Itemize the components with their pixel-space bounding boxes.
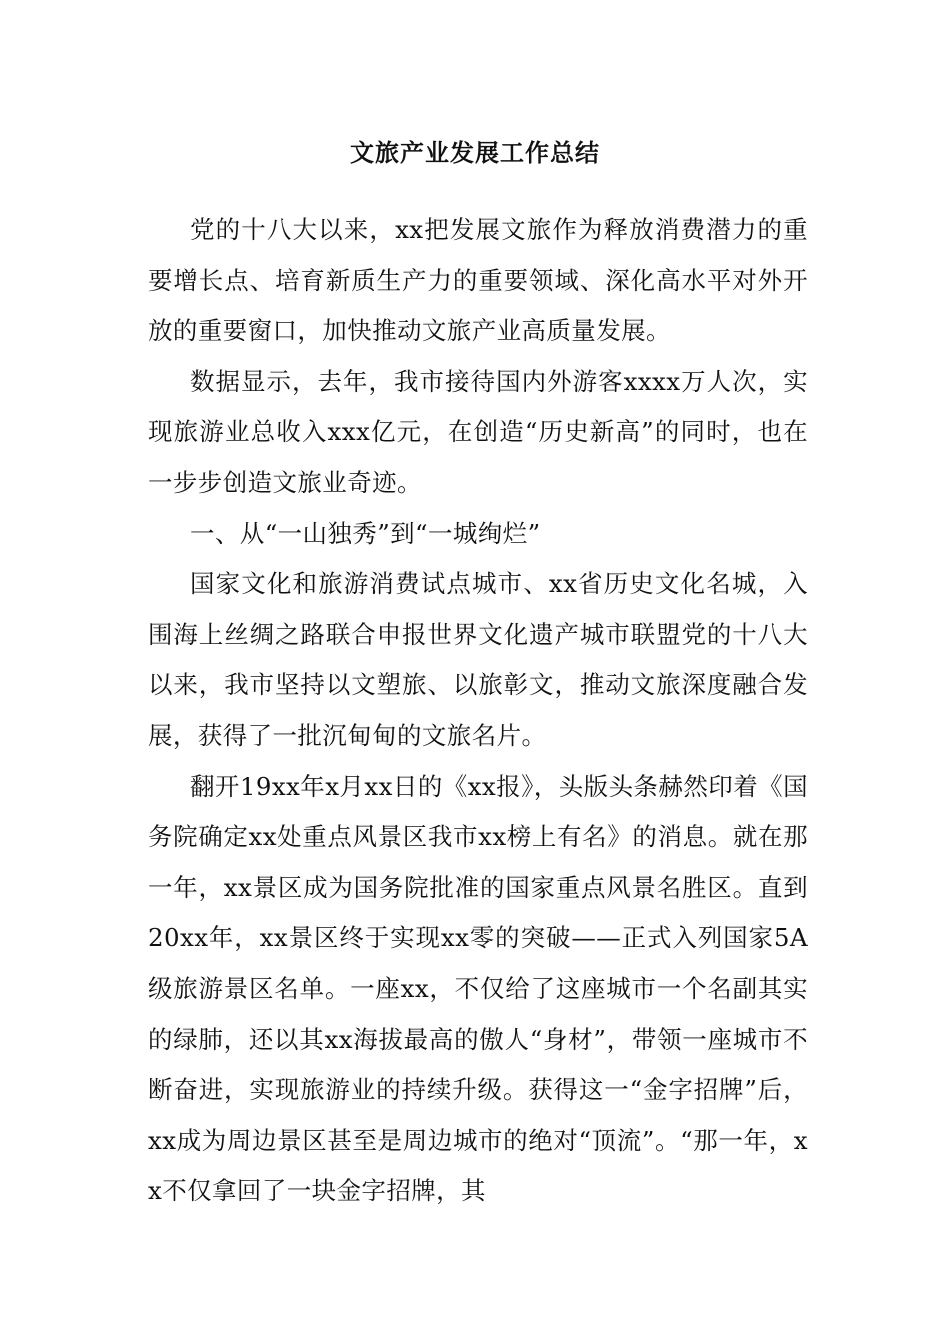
paragraph-data: 数据显示，去年，我市接待国内外游客xxxx万人次，实现旅游业总收入xxx亿元，在创造“历史新高”的同时，也在一步步创造文旅业奇迹。 bbox=[148, 366, 808, 497]
document-title: 文旅产业发展工作总结 bbox=[350, 138, 600, 167]
document-body bbox=[148, 205, 808, 1217]
section-heading: 一、从“一山独秀”到“一城绚烂” bbox=[190, 518, 541, 548]
paragraph-city-honors: 国家文化和旅游消费试点城市、xx省历史文化名城，入围海上丝绸之路联合申报世界文化遗产城市联盟党的十八大以来，我市坚持以文塑旅、以旅彰文，推动文旅深度融合发展，获得了一批沉甸甸的文旅名片。 bbox=[148, 569, 808, 750]
paragraph-history: 翻开19xx年x月xx日的《xx报》，头版头条赫然印着《国务院确定xx处重点风景区我市xx榜上有名》的消息。就在那一年，xx景区成为国务院批准的国家重点风景名胜区。直到20xx年，xx景区终于实现xx零的突破——正式入列国家5A级旅游景区名单。一座xx，不仅给了这座城市一个名副其实的绿肺，还以其xx海拔最高的傲人“身材”，带领一座城市不断奋进，实现旅游业的持续升级。获得这一“金字招牌”后，xx成为周边景区甚至是周边城市的绝对“顶流”。“那一年，xx不仅拿回了一块金字招牌，其 bbox=[148, 771, 808, 1206]
paragraph-intro: 党的十八大以来，xx把发展文旅作为释放消费潜力的重要增长点、培育新质生产力的重要领域、深化高水平对外开放的重要窗口，加快推动文旅产业高质量发展。 bbox=[148, 215, 808, 346]
